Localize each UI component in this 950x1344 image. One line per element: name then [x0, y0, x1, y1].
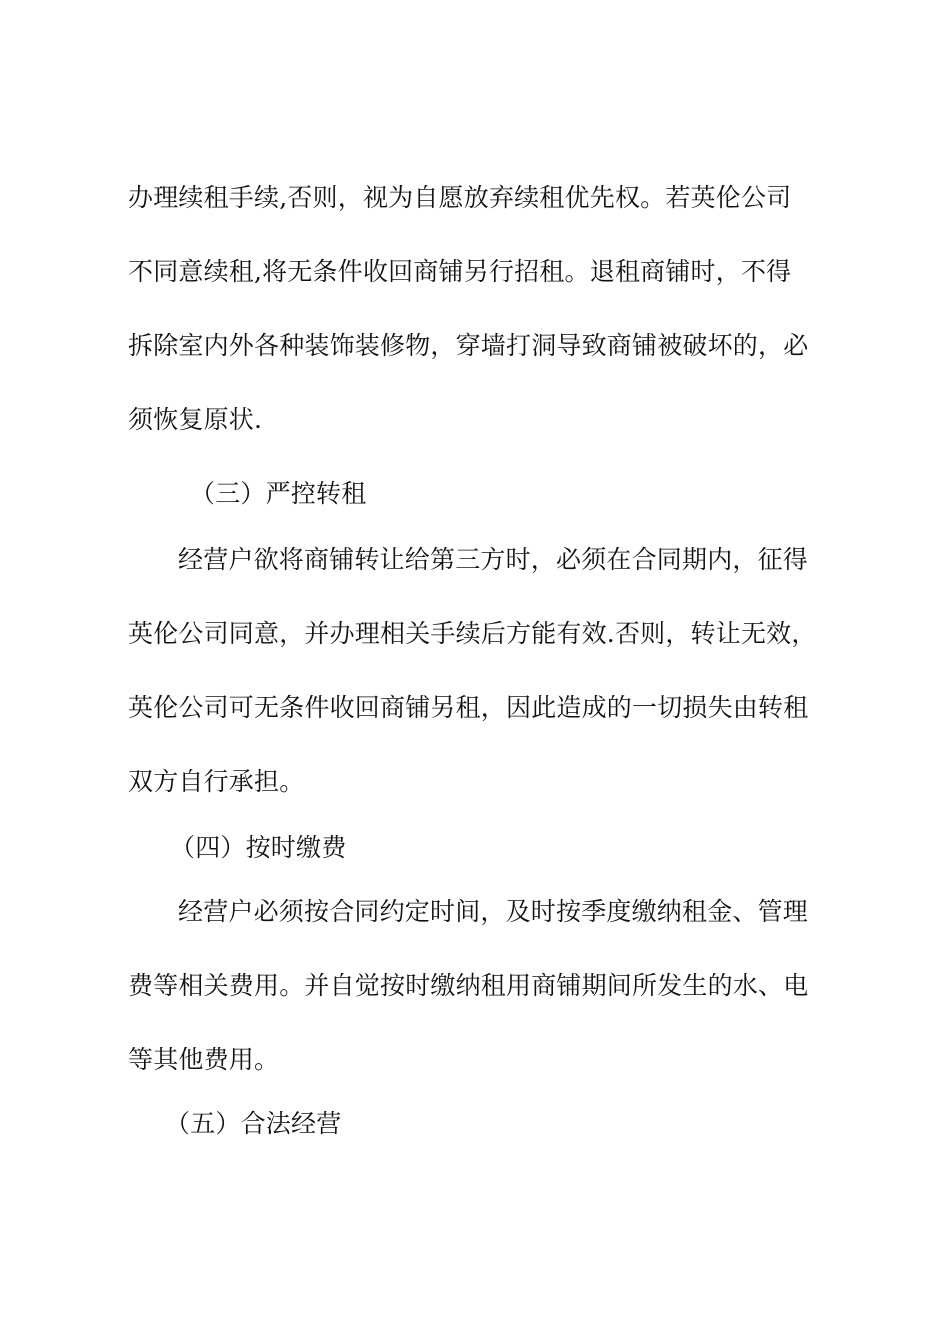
paragraph-line: 英伦公司可无条件收回商铺另租，因此造成的一切损失由转租	[128, 693, 809, 722]
paragraph-line: 经营户必须按合同约定时间，及时按季度缴纳租金、管理	[178, 897, 809, 926]
paragraph-line: 英伦公司同意，并办理相关手续后方能有效.否则，转让无效，	[128, 619, 817, 648]
paragraph-line: 办理续租手续,否则，视为自愿放弃续租优先权。若英伦公司	[128, 183, 792, 212]
paragraph-line: 经营户欲将商铺转让给第三方时，必须在合同期内，征得	[178, 545, 809, 574]
paragraph-line: 双方自行承担。	[128, 767, 305, 796]
paragraph-line: 拆除室内外各种装饰装修物，穿墙打洞导致商铺被破坏的，必	[128, 331, 809, 360]
paragraph-line: 不同意续租,将无条件收回商铺另行招租。退租商铺时，不得	[128, 257, 792, 286]
section-heading: （三）严控转租	[190, 479, 367, 508]
paragraph-line: 等其他费用。	[128, 1045, 280, 1074]
section-heading: （四）按时缴费	[170, 833, 347, 862]
paragraph-line: 须恢复原状.	[128, 405, 263, 434]
paragraph-line: 费等相关费用。并自觉按时缴纳租用商铺期间所发生的水、电	[128, 971, 809, 1000]
section-heading: （五）合法经营	[165, 1109, 342, 1138]
